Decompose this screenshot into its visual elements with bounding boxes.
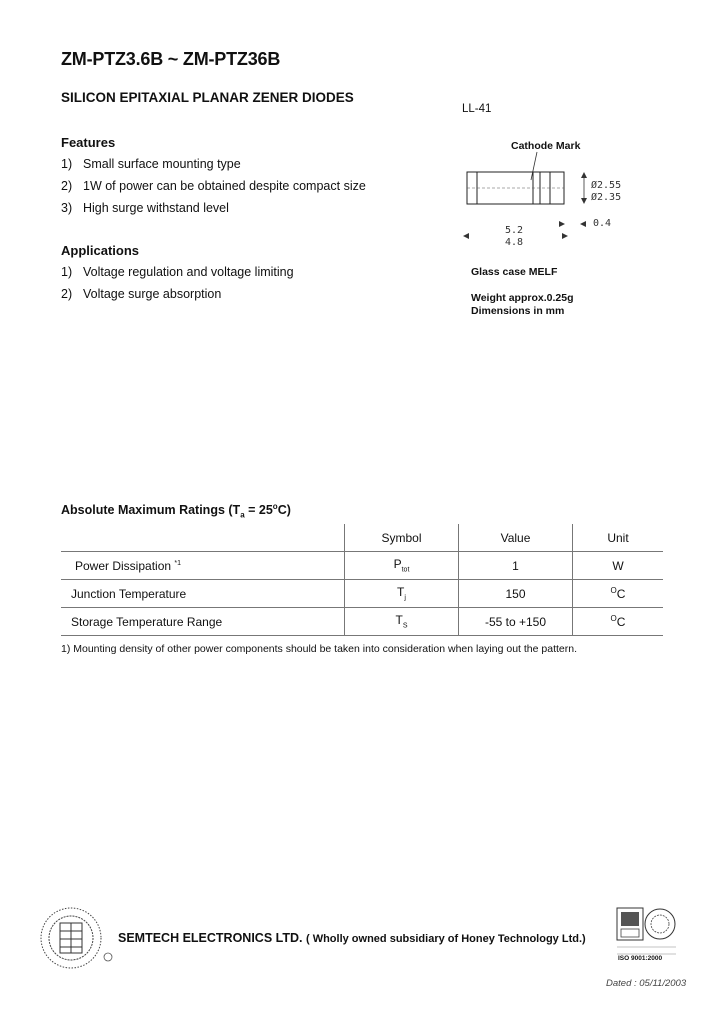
weight-label: Weight approx.0.25g	[471, 292, 574, 304]
list-item: 1) Voltage regulation and voltage limiting	[61, 265, 294, 279]
dim-diameter-max: Ø2.55	[591, 180, 622, 191]
list-item: 1) Small surface mounting type	[61, 157, 241, 171]
table-header-row: Symbol Value Unit	[61, 524, 663, 552]
glass-case-label: Glass case MELF	[471, 266, 558, 278]
applications-heading: Applications	[61, 243, 140, 258]
list-item: 2) 1W of power can be obtained despite compact size	[61, 179, 366, 193]
footnote: 1) Mounting density of other power components should be taken into consideration when laying out the pattern.	[61, 643, 577, 655]
company-line: SEMTECH ELECTRONICS LTD. ( Wholly owned subsidiary of Honey Technology Ltd.)	[118, 931, 586, 945]
list-item: 2) Voltage surge absorption	[61, 287, 222, 301]
dim-length-min: 4.8	[505, 237, 524, 248]
certification-marks	[616, 907, 678, 957]
package-name: LL-41	[462, 103, 492, 115]
ratings-table	[61, 524, 663, 636]
table-row: Power Dissipation $^{*1}$ $P_{tot}$ 1 W	[61, 552, 663, 580]
dimension-units-label: Dimensions in mm	[471, 305, 565, 317]
list-item: 3) High surge withstand level	[61, 201, 229, 215]
features-list	[61, 153, 366, 219]
ratings-title: Absolute Maximum Ratings $(T_a = 25^oC)$	[61, 502, 291, 520]
dim-length-max: 5.2	[505, 225, 524, 236]
semtech-logo	[38, 905, 114, 971]
table-row: Storage Temperature Range $T_S$ -55 to +150 $^O$C	[61, 608, 663, 636]
dim-band-width: 0.4	[593, 218, 612, 229]
cathode-mark-label: Cathode Mark	[511, 140, 581, 152]
applications-list	[61, 261, 294, 305]
dim-diameter-min: Ø2.35	[591, 192, 622, 203]
page-subtitle: SILICON EPITAXIAL PLANAR ZENER DIODES	[61, 90, 354, 105]
iso-label: ISO 9001:2000	[618, 955, 663, 962]
page-title: ZM-PTZ3.6B ~ ZM-PTZ36B	[61, 49, 281, 69]
features-heading: Features	[61, 135, 116, 150]
dated-label: Dated : 05/11/2003	[606, 978, 687, 989]
table-row: Junction Temperature $T_j$ 150 $^O$C	[61, 580, 663, 608]
